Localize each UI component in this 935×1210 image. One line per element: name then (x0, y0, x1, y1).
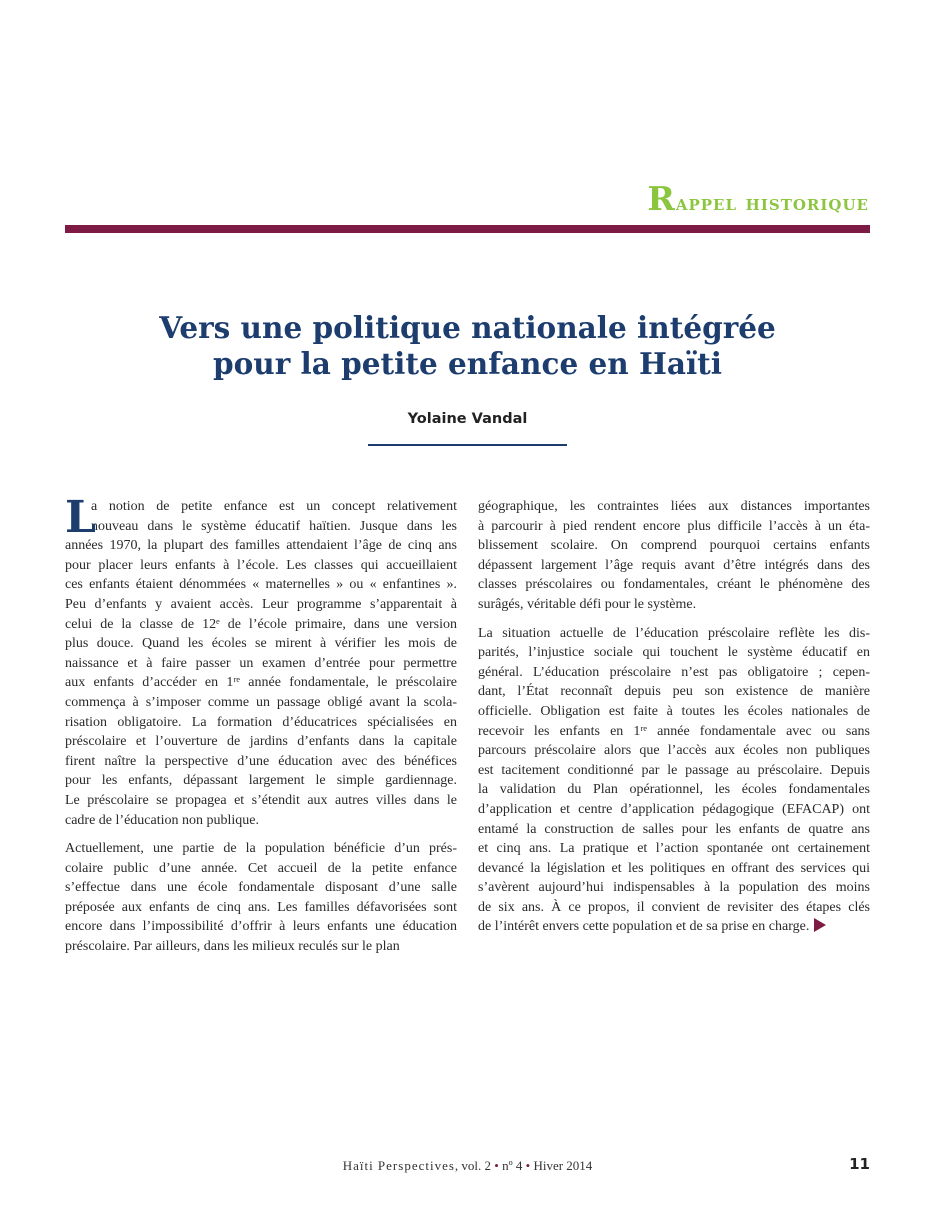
article-title (65, 310, 870, 382)
text-line: Le préscolaire se propagea et s’étendit aux autres villes dans le (65, 792, 457, 808)
text-line: la validation du Plan opérationnel, les écoles fondamentales (478, 782, 870, 798)
text-line: aux enfants d’accéder en 1ʳᵉ année fondamentale, le préscolaire (65, 675, 457, 691)
end-of-article-icon (814, 918, 826, 932)
text-line: risation obligatoire. La formation d’éducatrices spécialisées en (65, 714, 457, 730)
text-line: général. L’éducation préscolaire n’est pas obligatoire ; cepen- (478, 664, 870, 680)
article-title-line: pour la petite enfance en Haïti (212, 346, 723, 381)
text-line: années 1970, la plupart des familles attendaient l’âge de cinq ans (65, 538, 457, 554)
text-line: nouveau dans le système éducatif haïtien. Jusque dans les (91, 518, 457, 534)
text-line: d’application et centre d’application pédagogique (EFACAP) ont (478, 801, 870, 817)
text-line: officielle. Obligation est faite à toutes les écoles nationales de (478, 703, 870, 719)
text-line: blissement scolaire. On comprend pourquoi certains enfants (478, 538, 870, 554)
paragraph-gap (478, 615, 870, 624)
text-line: commença à s’imposer comme un passage obligé avant la scola- (65, 694, 457, 710)
section-title-initial: R (647, 179, 676, 218)
text-column-right (478, 497, 870, 937)
text-line: classes préscolaires ou fondamentales, créant le phénomène des (478, 577, 870, 593)
text-line: devancé la législation et les politiques en offrant des services qui (478, 860, 870, 876)
paragraph-gap (65, 830, 457, 839)
text-line: firent naître la perspective d’une éducation avec des bénéfices (65, 753, 457, 769)
text-column-left (65, 492, 457, 957)
article-author: Yolaine Vandal (407, 411, 528, 427)
drop-cap: L (65, 492, 96, 543)
text-line: de six ans. À ce propos, il convient de revisiter des étapes clés (478, 899, 870, 915)
text-line: pour placer leurs enfants à l’école. Les classes qui accueillaient (65, 557, 457, 573)
page-number: 11 (849, 1155, 870, 1173)
text-line: et cinq ans. La pratique et l’action spontanée ont certainement (478, 841, 870, 857)
text-line: La situation actuelle de l’éducation préscolaire reflète les dis- (478, 625, 870, 641)
text-line: encore dans l’impossibilité d’offrir à leurs enfants une éducation (65, 919, 457, 935)
text-line: dépassent largement l’âge requis avant d’être intégrés dans des (478, 557, 870, 573)
footer-citation (65, 1158, 870, 1174)
footer-bullet: • (525, 1158, 531, 1173)
text-line: préscolaire et l’ouverture de jardins d’enfants dans la capitale (65, 734, 457, 750)
text-line: Actuellement, une partie de la population bénéficie d’un prés- (65, 841, 457, 857)
text-line: parités, l’injustice sociale qui touchent le système éducatif en (478, 645, 870, 661)
section-title (647, 179, 869, 218)
text-line: naissance et à faire passer un examen d’entrée pour permettre (65, 655, 457, 671)
text-line: préscolaire. Par ailleurs, dans les milieux reculés sur le plan (65, 939, 400, 955)
text-line: plus douce. Quand les écoles se mirent à vérifier les mois de (65, 636, 457, 652)
text-line: préposée aux enfants de cinq ans. Les familles défavorisées sont (65, 899, 457, 915)
text-line: colaire public d’une année. Cet accueil de la petite enfance (65, 860, 457, 876)
footer-issue: nº 4 (498, 1158, 526, 1173)
text-line: surâgés, véritable défi pour le système. (478, 596, 697, 612)
text-line: parcours préscolaire alors que l’accès aux écoles non publiques (478, 743, 870, 759)
text-line: s’avèrent aujourd’hui indispensables à la population des moins (478, 880, 870, 896)
footer-publication: Haïti Perspectives (342, 1158, 455, 1173)
text-line: Peu d’enfants y avaient accès. Leur programme s’apparentait à (65, 596, 457, 612)
text-line: de l’intérêt envers cette population et de sa prise en charge. (478, 917, 870, 937)
text-line: entamé la construction de salles pour les enfants de quatre ans (478, 821, 870, 837)
text-line: s’effectue dans une école fondamentale disposant d’une salle (65, 880, 457, 896)
section-title-rest: appel historique (675, 190, 869, 216)
footer-bullet: • (494, 1158, 499, 1173)
author-divider (368, 444, 567, 446)
footer-volume: , vol. 2 (454, 1158, 495, 1173)
text-line: pour les enfants, dépassant largement le simple gardiennage. (65, 773, 457, 789)
text-line: est tacitement conditionné par le passage au préscolaire. Depuis (478, 762, 870, 778)
footer-season: Hiver 2014 (530, 1158, 593, 1173)
article-title-line: Vers une politique nationale intégrée (159, 310, 776, 345)
text-line: celui de la classe de 12ᵉ de l’école primaire, dans une version (65, 616, 457, 632)
text-line: cadre de l’éducation non publique. (65, 812, 259, 828)
section-divider (65, 225, 870, 233)
text-line: recevoir les enfants en 1ʳᵉ année fondamentale avec ou sans (478, 723, 870, 739)
text-line: à parcourir à pied rendent encore plus difficile l’accès à un éta- (478, 518, 870, 534)
text-line: dant, l’État reconnaît depuis peu son existence de manière (478, 684, 870, 700)
text-line: ces enfants étaient dénommées « maternelles » ou « enfantines ». (65, 577, 457, 593)
text-line: géographique, les contraintes liées aux distances importantes (478, 499, 870, 514)
text-line: a notion de petite enfance est un concept relativement (91, 499, 457, 514)
